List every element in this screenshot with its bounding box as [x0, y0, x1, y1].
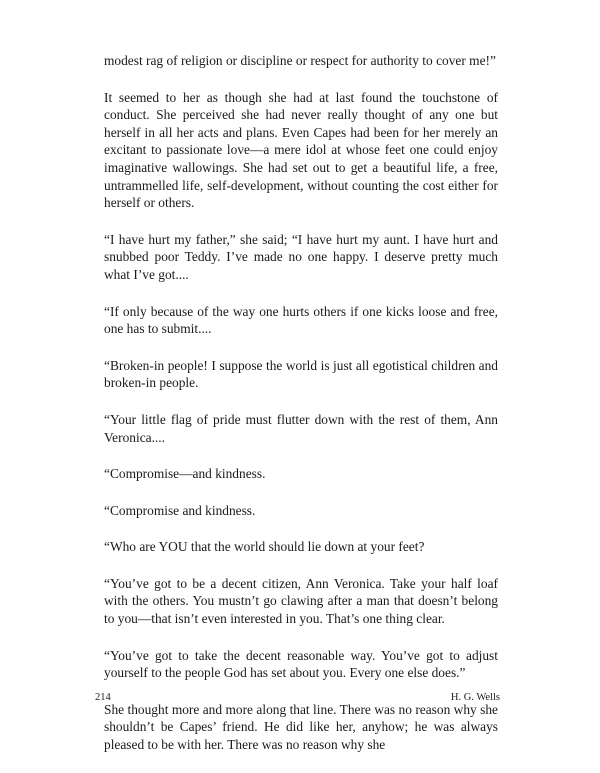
paragraph: It seemed to her as though she had at last found the touchstone of conduct. She perceived she had never really thought of any one but herself in all her acts and plans. Even Capes had been for her merely an excitant to passionate love—a mere idol at whose feet one could enjoy imaginative wallowings. She had set out to get a beautiful life, a free, untrammelled life, self-development, without counting the cost either for herself or others.: [104, 89, 498, 211]
paragraph: “Compromise—and kindness.: [104, 466, 266, 482]
paragraph: She thought more and more along that line. There was no reason why she shouldn’t be Capes’ friend. He did like her, anyhow; he was always pleased to be with her. There was no reason why she: [104, 701, 498, 753]
paragraph: “Broken-in people! I suppose the world is just all egotistical children and broken-in people.: [104, 357, 498, 391]
running-author: H. G. Wells: [450, 692, 500, 703]
paragraph: “If only because of the way one hurts others if one kicks loose and free, one has to submit....: [104, 303, 498, 337]
page-number: 214: [95, 692, 111, 703]
paragraph: “I have hurt my father,” she said; “I have hurt my aunt. I have hurt and snubbed poor Teddy. I’ve made no one happy. I deserve pretty much what I’ve got....: [104, 231, 498, 282]
paragraph: “Your little flag of pride must flutter down with the rest of them, Ann Veronica....: [104, 411, 498, 445]
paragraph: modest rag of religion or discipline or respect for authority to cover me!”: [104, 53, 496, 68]
body-text: [104, 52, 498, 773]
paragraph: “You’ve got to take the decent reasonable way. You’ve got to adjust yourself to the people God has set about you. Every one else does.”: [104, 647, 498, 681]
paragraph: “You’ve got to be a decent citizen, Ann Veronica. Take your half loaf with the others. You mustn’t go clawing after a man that doesn’t belong to you—that isn’t even interested in you. That’s one thing clear.: [104, 575, 498, 627]
paragraph: “Who are YOU that the world should lie down at your feet?: [104, 539, 425, 555]
paragraph: “Compromise and kindness.: [104, 502, 256, 518]
